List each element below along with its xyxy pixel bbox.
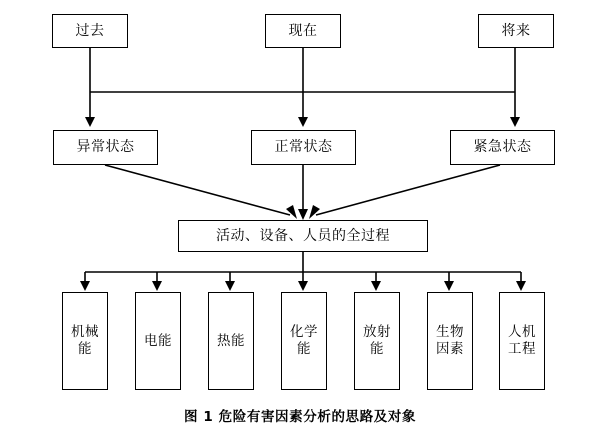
node-present[interactable] <box>265 14 341 48</box>
node-normal-state-label: 正常状态 <box>274 139 333 156</box>
node-mechanical-energy-label: 机械能 <box>71 324 99 357</box>
node-biological-factor[interactable] <box>427 292 473 390</box>
node-future-label: 将来 <box>501 22 531 39</box>
node-future[interactable] <box>478 14 554 48</box>
node-chemical-energy[interactable] <box>281 292 327 390</box>
node-thermal-energy-label: 热能 <box>217 332 245 349</box>
node-electrical-energy-label: 电能 <box>144 332 172 349</box>
node-process-label: 活动、设备、人员的全过程 <box>216 227 390 244</box>
node-abnormal-state-label: 异常状态 <box>76 139 135 156</box>
node-ergonomics-label: 人机工程 <box>508 324 536 357</box>
node-radiation-energy[interactable] <box>354 292 400 390</box>
node-emergency-state-label: 紧急状态 <box>473 139 532 156</box>
figure-caption: 图 1 危险有害因素分析的思路及对象 <box>183 409 417 425</box>
node-mechanical-energy[interactable] <box>62 292 108 390</box>
node-thermal-energy[interactable] <box>208 292 254 390</box>
node-abnormal-state[interactable] <box>53 130 158 165</box>
node-ergonomics[interactable] <box>499 292 545 390</box>
node-biological-factor-label: 生物因素 <box>436 324 464 357</box>
node-radiation-energy-label: 放射能 <box>363 324 391 357</box>
node-present-label: 现在 <box>288 22 318 39</box>
node-past[interactable] <box>52 14 128 48</box>
node-chemical-energy-label: 化学能 <box>290 324 318 357</box>
node-normal-state[interactable] <box>251 130 356 165</box>
node-electrical-energy[interactable] <box>135 292 181 390</box>
node-emergency-state[interactable] <box>450 130 555 165</box>
node-past-label: 过去 <box>75 22 105 39</box>
node-process[interactable] <box>178 220 428 252</box>
